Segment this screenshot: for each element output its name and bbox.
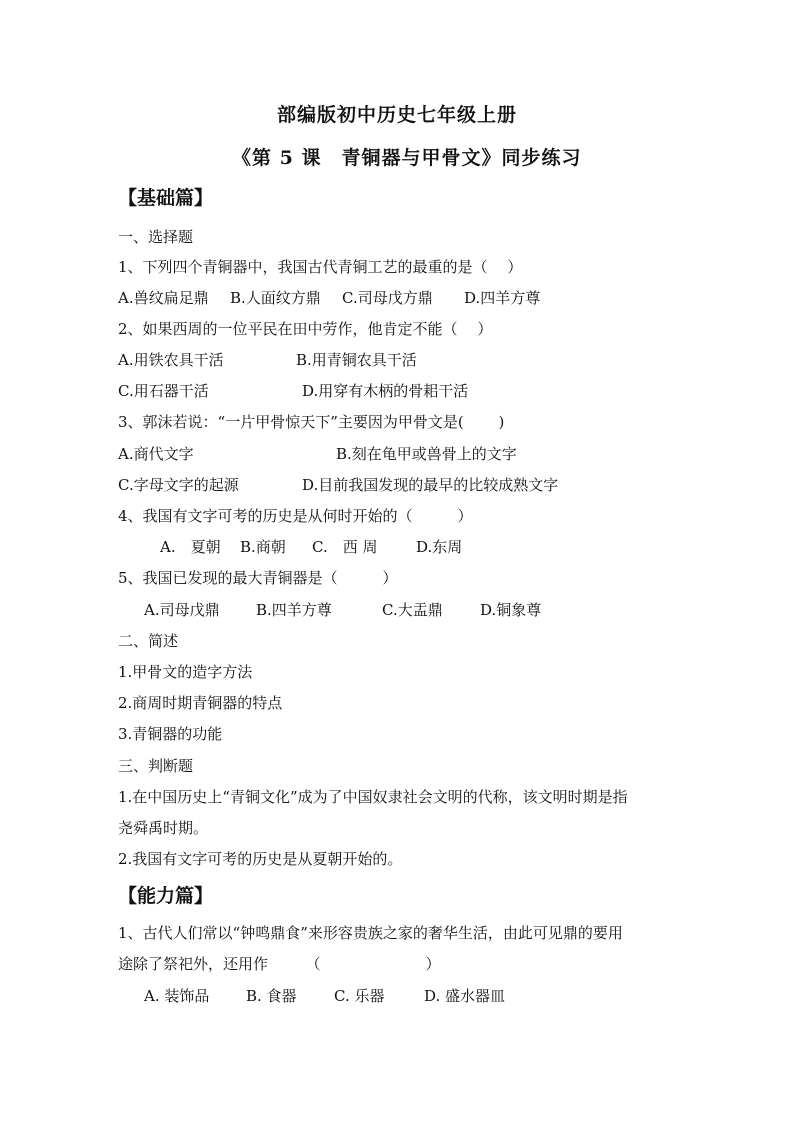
q1-option-a: A.兽纹扁足鼎 (118, 289, 209, 307)
document-subtitle: 《第 5 课 青铜器与甲骨文》同步练习 (232, 147, 582, 169)
q2-option-c: C.用石器干活 (118, 382, 209, 400)
a1-option-b: B. 食器 (246, 987, 297, 1005)
question-1: 1、下列四个青铜器中，我国古代青铜工艺的最重的是（ ） (118, 258, 523, 276)
q4-option-b: B.商朝 (240, 538, 286, 556)
q1-option-d: D.四羊方尊 (464, 289, 541, 307)
ability-question-1-line-1: 1、古代人们常以“钟鸣鼎食”来形容贵族之家的奢华生活，由此可见鼎的要用 (118, 924, 623, 942)
q4-option-a: A. 夏朝 (160, 538, 221, 556)
part1-heading: 一、选择题 (118, 228, 194, 246)
part2-heading: 二、简述 (118, 632, 179, 650)
part2-item-1: 1.甲骨文的造字方法 (118, 663, 253, 681)
q5-option-c: C.大盂鼎 (382, 601, 443, 619)
q5-option-b: B.四羊方尊 (256, 601, 332, 619)
question-4: 4、我国有文字可考的历史是从何时开始的（ ） (118, 507, 473, 525)
q2-option-a: A.用铁农具干活 (118, 351, 224, 369)
q4-option-d: D.东周 (416, 538, 463, 556)
part3-heading: 三、判断题 (118, 757, 194, 775)
question-5: 5、我国已发现的最大青铜器是（ ） (118, 569, 398, 587)
section-ability: 【能力篇】 (118, 885, 214, 907)
q3-option-a: A.商代文字 (118, 445, 194, 463)
q5-option-d: D.铜象尊 (480, 601, 542, 619)
section-basic: 【基础篇】 (118, 187, 214, 209)
q3-option-b: B.刻在龟甲或兽骨上的文字 (336, 445, 517, 463)
document-title: 部编版初中历史七年级上册 (277, 104, 518, 126)
a1-option-d: D. 盛水器皿 (424, 987, 506, 1005)
q3-option-d: D.目前我国发现的最早的比较成熟文字 (302, 476, 559, 494)
ability-question-1-line-2: 途除了祭祀外，还用作 （ ） (118, 955, 441, 973)
q5-option-a: A.司母戊鼎 (144, 601, 220, 619)
question-2: 2、如果西周的一位平民在田中劳作，他肯定不能（ ） (118, 320, 493, 338)
a1-option-c: C. 乐器 (334, 987, 385, 1005)
q1-option-c: C.司母戊方鼎 (342, 289, 433, 307)
part2-item-2: 2.商周时期青铜器的特点 (118, 694, 283, 712)
q2-option-d: D.用穿有木柄的骨耜干活 (302, 382, 469, 400)
part2-item-3: 3.青铜器的功能 (118, 725, 223, 743)
part3-item-2: 2.我国有文字可考的历史是从夏朝开始的。 (118, 850, 403, 868)
part3-item-1-line-1: 1.在中国历史上“青铜文化”成为了中国奴隶社会文明的代称，该文明时期是指 (118, 788, 628, 806)
q4-option-c: C. 西 周 (312, 538, 378, 556)
part3-item-1-line-2: 尧舜禹时期。 (118, 819, 209, 837)
q1-option-b: B.人面纹方鼎 (230, 289, 321, 307)
question-3: 3、郭沫若说：“一片甲骨惊天下”主要因为甲骨文是( ) (118, 413, 505, 431)
q2-option-b: B.用青铜农具干活 (296, 351, 417, 369)
a1-option-a: A. 装饰品 (144, 987, 210, 1005)
q3-option-c: C.字母文字的起源 (118, 476, 239, 494)
